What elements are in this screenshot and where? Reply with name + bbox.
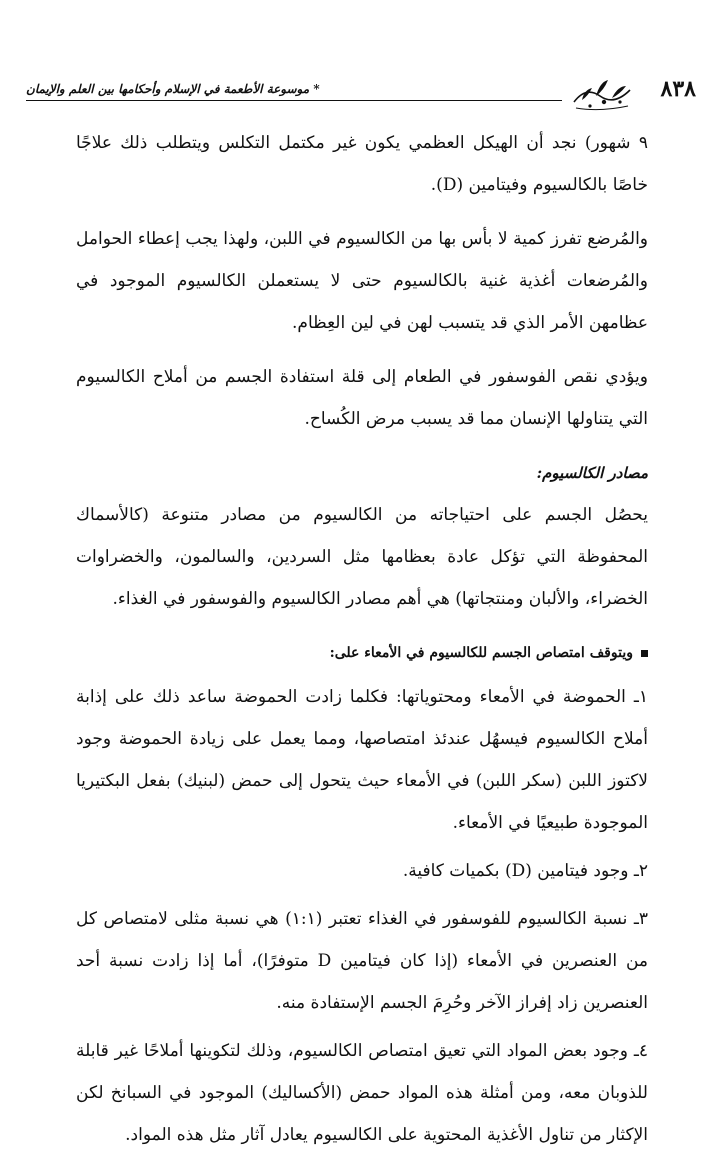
- floral-ornament-icon: [570, 72, 634, 112]
- section-paragraph: يحصُل الجسم على احتياجاته من الكالسيوم من مصادر متنوعة (كالأسماك المحفوظة التي تؤكل عادة بعظامها مثل السردين، والسالمون، والخضراوات الخضراء، والألبان ومنتجاتها) هي أهم مصادر الكالسيوم والفوسفور في الغذاء.: [76, 505, 648, 609]
- section-heading: مصادر الكالسيوم:: [536, 464, 648, 482]
- paragraph: ٩ شهور) نجد أن الهيكل العظمي يكون غير مكتمل التكلس ويتطلب ذلك علاجًا خاصًا بالكالسيوم وفيتامين (D).: [76, 133, 648, 195]
- page-body: [76, 122, 648, 1162]
- paragraph: والمُرضع تفرز كمية لا بأس بها من الكالسيوم في اللبن، ولهذا يجب إعطاء الحوامل والمُرضعات أغذية غنية بالكالسيوم حتى لا يستعملن الكالسيوم الموجود في عظامهن الأمر الذي قد يتسبب لهن في لين العِظام.: [76, 229, 648, 333]
- page-number: ٨٣٨: [660, 76, 696, 102]
- list-item: ١ـ الحموضة في الأمعاء ومحتوياتها: فكلما زادت الحموضة ساعد ذلك على إذابة أملاح الكالسيوم فيسهُل عندئذ امتصاصها، ومما يعمل على زيادة الحموضة وجود لاكتوز اللبن (سكر اللبن) في الأمعاء حيث يتحول إلى حمض (لبنيك) بفعل البكتيريا الموجودة طبيعيًا في الأمعاء.: [76, 687, 648, 833]
- running-header-title: * موسوعة الأطعمة في الإسلام وأحكامها بين العلم والإيمان: [26, 82, 320, 96]
- square-bullet-icon: [641, 650, 648, 657]
- absorption-heading: [76, 632, 648, 674]
- list-item: ٢ـ وجود فيتامين (D) بكميات كافية.: [402, 861, 648, 881]
- page-header: [26, 72, 696, 116]
- header-divider: [26, 100, 562, 101]
- list-item: ٣ـ نسبة الكالسيوم للفوسفور في الغذاء تعتبر (١:١) هي نسبة مثلى لامتصاص كل من العنصرين في الأمعاء (إذا كان فيتامين D متوفرًا)، أما إذا زادت نسبة أحد العنصرين زاد إفراز الآخر وحُرِمَ الجسم الإستفادة منه.: [76, 909, 649, 1013]
- absorption-heading-text: ويتوقف امتصاص الجسم للكالسيوم في الأمعاء على:: [329, 645, 633, 661]
- list-item: ٤ـ وجود بعض المواد التي تعيق امتصاص الكالسيوم، وذلك لتكوينها أملاحًا غير قابلة للذوبان معه، ومن أمثلة هذه المواد حمض (الأكساليك) الموجود في السبانخ لكن الإكثار من تناول الأغذية المحتوية على الكالسيوم يعادل آثار مثل هذه المواد.: [76, 1041, 648, 1145]
- paragraph: ويؤدي نقص الفوسفور في الطعام إلى قلة استفادة الجسم من أملاح الكالسيوم التي يتناولها الإنسان مما قد يسبب مرض الكُساح.: [76, 367, 648, 429]
